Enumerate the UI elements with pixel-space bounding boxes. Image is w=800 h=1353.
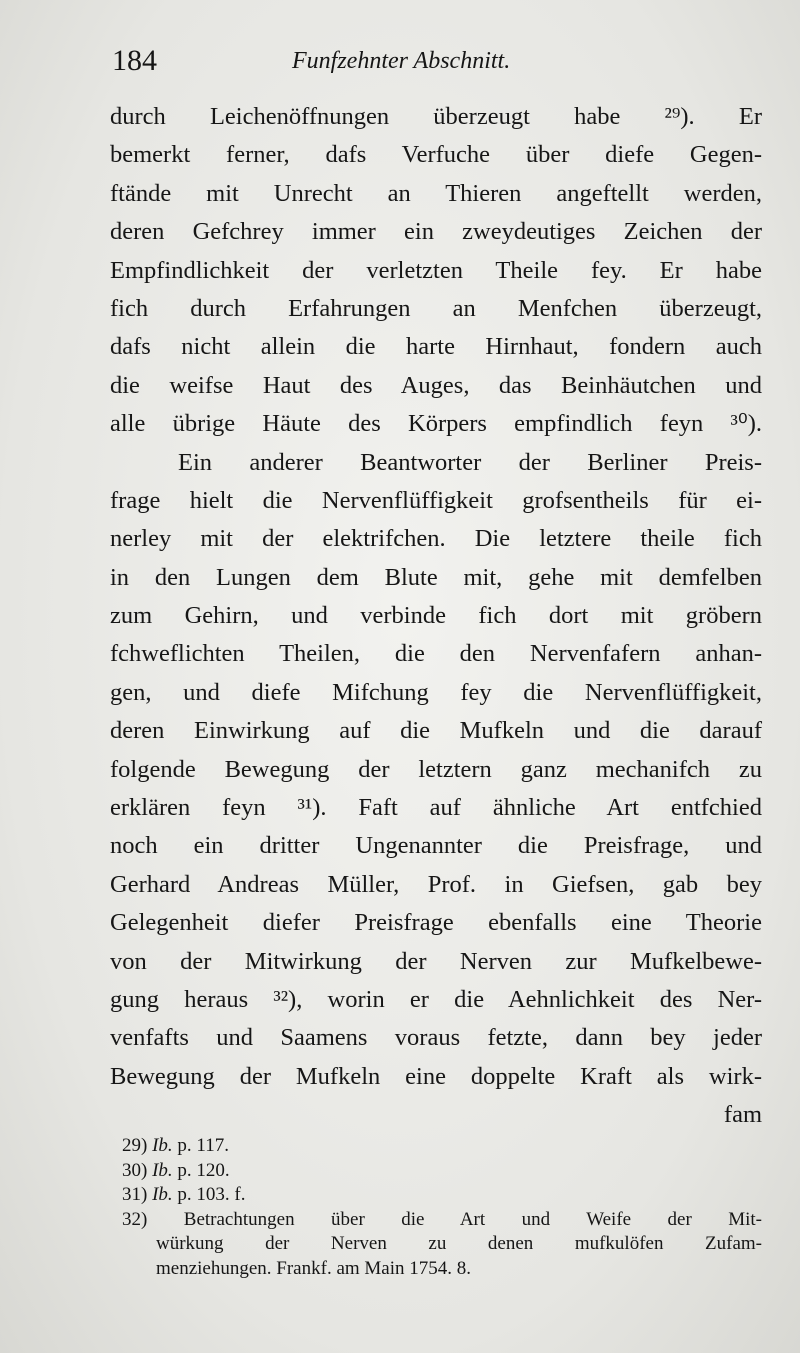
text-line: venfafts und Saamens voraus fetzte, dann bey jeder xyxy=(110,1024,762,1052)
footnote-32-continuation: menziehungen. Frankf. am Main 1754. 8. xyxy=(156,1257,472,1279)
text-line: fchweflichten Theilen, die den Nervenfafern anhan- xyxy=(110,640,762,668)
catchword: fam xyxy=(723,1101,762,1129)
text-line: noch ein dritter Ungenannter die Preisfrage, und xyxy=(110,832,762,860)
page-header xyxy=(112,40,752,90)
footnote-text: Betrachtungen über die Art und Weife der Mit- xyxy=(183,1208,763,1230)
footnote-30 xyxy=(122,1159,762,1184)
text-line: Bewegung der Mufkeln eine doppelte Kraft als wirk- xyxy=(110,1062,762,1090)
text-line: folgende Bewegung der letztern ganz mechanifch zu xyxy=(110,755,762,783)
footnote-29 xyxy=(122,1134,762,1159)
text-line: frage hielt die Nervenflüffigkeit grofsentheils für ei- xyxy=(110,486,762,514)
text-line: gen, und diefe Mifchung fey die Nervenflüffigkeit, xyxy=(110,678,762,706)
text-line: alle übrige Häute des Körpers empfindlich feyn ³⁰). xyxy=(110,410,762,438)
text-line: deren Einwirkung auf die Mufkeln und die darauf xyxy=(110,717,762,745)
text-line: fich durch Erfahrungen an Menfchen überzeugt, xyxy=(110,294,762,322)
text-line: dafs nicht allein die harte Hirnhaut, fondern auch xyxy=(110,333,762,361)
footnote-text: p. 103. f. xyxy=(177,1184,246,1205)
text-line: durch Leichenöffnungen überzeugt habe ²⁹). Er xyxy=(110,103,762,130)
page-number: 184 xyxy=(112,44,157,77)
text-line: zum Gehirn, und verbinde fich dort mit gröbern xyxy=(110,602,762,630)
footnote-number: 30) xyxy=(122,1159,148,1181)
footnote-32 xyxy=(122,1208,762,1233)
body-text xyxy=(110,98,762,1135)
text-line: Gelegenheit diefer Preisfrage ebenfalls eine Theorie xyxy=(110,909,762,937)
footnote-ibid: Ib. xyxy=(152,1159,173,1181)
text-line-paragraph-start: Ein anderer Beantworter der Berliner Preis- xyxy=(178,448,762,476)
text-line: Gerhard Andreas Müller, Prof. in Giefsen, gab bey xyxy=(110,870,762,898)
footnote-32-continuation: würkung der Nerven zu denen mufkulöfen Zufam- xyxy=(156,1233,762,1254)
footnote-31 xyxy=(122,1183,762,1208)
text-line: bemerkt ferner, dafs Verfuche über diefe Gegen- xyxy=(110,141,762,169)
footnote-number: 31) xyxy=(122,1184,148,1205)
text-line: Empfindlichkeit der verletzten Theile fey. Er habe xyxy=(110,256,762,284)
footnote-ibid: Ib. xyxy=(152,1184,173,1205)
footnote-text: p. 120. xyxy=(177,1159,230,1181)
footnotes xyxy=(122,1134,762,1281)
footnote-text: p. 117. xyxy=(177,1135,229,1156)
running-head: Funfzehnter Abschnitt. xyxy=(292,48,511,74)
text-line: ftände mit Unrecht an Thieren angeftellt werden, xyxy=(110,179,762,207)
text-line: deren Gefchrey immer ein zweydeutiges Zeichen der xyxy=(110,218,762,246)
footnote-ibid: Ib. xyxy=(152,1135,173,1156)
text-line: erklären feyn ³¹). Faft auf ähnliche Art entfchied xyxy=(110,794,762,822)
footnote-number: 32) xyxy=(122,1208,148,1230)
text-line: von der Mitwirkung der Nerven zur Mufkelbewe- xyxy=(110,947,762,975)
text-line: die weifse Haut des Auges, das Beinhäutchen und xyxy=(110,371,762,399)
text-line: gung heraus ³²), worin er die Aehnlichkeit des Ner- xyxy=(110,985,762,1013)
text-line: in den Lungen dem Blute mit, gehe mit demfelben xyxy=(110,563,762,591)
footnote-number: 29) xyxy=(122,1135,148,1156)
text-line: nerley mit der elektrifchen. Die letztere theile fich xyxy=(110,525,762,553)
